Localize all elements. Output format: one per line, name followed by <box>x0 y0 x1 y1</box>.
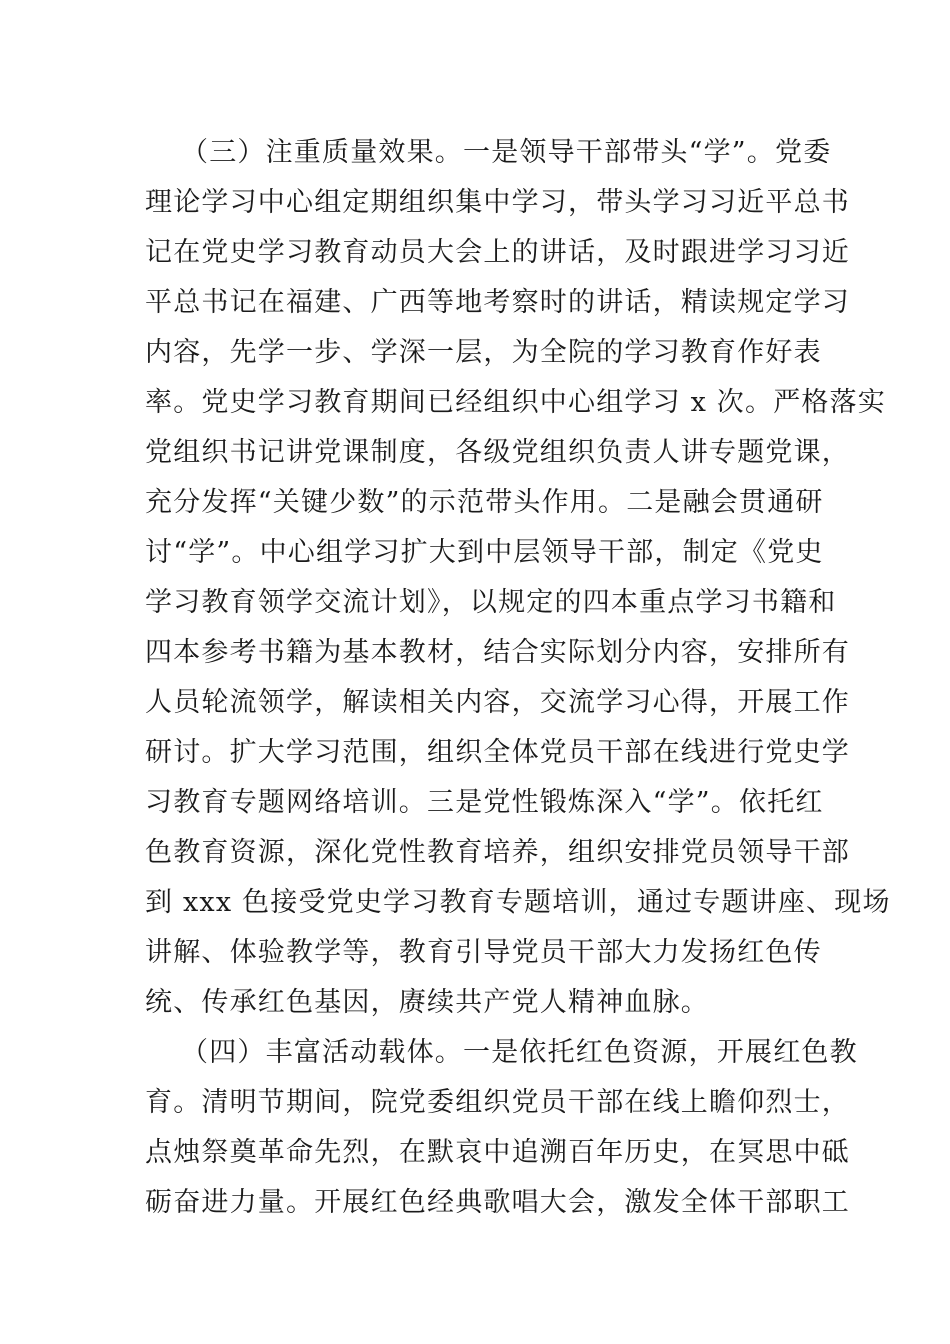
paragraph-line: 习教育专题网络培训。三是党性锻炼深入“学”。依托红 <box>145 787 824 818</box>
paragraph-line: 充分发挥“关键少数”的示范带头作用。二是融会贯通研 <box>145 487 824 518</box>
paragraph-line: 讲解、体验教学等，教育引导党员干部大力发扬红色传 <box>145 937 822 968</box>
paragraph-3 <box>145 128 891 1028</box>
paragraph-line: 记在党史学习教育动员大会上的讲话，及时跟进学习习近 <box>145 237 850 268</box>
paragraph-line: 理论学习中心组定期组织集中学习，带头学习习近平总书 <box>145 187 850 218</box>
paragraph-line: 内容，先学一步、学深一层，为全院的学习教育作好表 <box>145 337 822 368</box>
paragraph-line: 平总书记在福建、广西等地考察时的讲话，精读规定学习 <box>145 287 850 318</box>
paragraph-line: 率。党史学习教育期间已经组织中心组学习 x 次。严格落实 <box>145 387 886 418</box>
document-body <box>145 128 891 1228</box>
paragraph-line: 党组织书记讲党课制度，各级党组织负责人讲专题党课， <box>145 437 850 468</box>
paragraph-line: 色教育资源，深化党性教育培养，组织安排党员领导干部 <box>145 837 850 868</box>
paragraph-line: 人员轮流领学，解读相关内容，交流学习心得，开展工作 <box>145 687 850 718</box>
paragraph-line: 研讨。扩大学习范围，组织全体党员干部在线进行党史学 <box>145 737 850 768</box>
paragraph-line: 学习教育领学交流计划》，以规定的四本重点学习书籍和 <box>145 587 837 618</box>
paragraph-line: 到 xxx 色接受党史学习教育专题培训，通过专题讲座、现场 <box>145 887 891 918</box>
paragraph-line: 统、传承红色基因，赓续共产党人精神血脉。 <box>145 987 709 1018</box>
paragraph-line: 点烛祭奠革命先烈，在默哀中追溯百年历史，在冥思中砥 <box>145 1137 850 1168</box>
paragraph-line: 讨“学”。中心组学习扩大到中层领导干部，制定《党史 <box>145 537 824 568</box>
paragraph-line: （四）丰富活动载体。一是依托红色资源，开展红色教 <box>181 1037 858 1068</box>
paragraph-line: 砺奋进力量。开展红色经典歌唱大会，激发全体干部职工 <box>145 1187 850 1218</box>
paragraph-4 <box>145 1028 858 1228</box>
paragraph-line: 四本参考书籍为基本教材，结合实际划分内容，安排所有 <box>145 637 850 668</box>
paragraph-line: 育。清明节期间，院党委组织党员干部在线上瞻仰烈士， <box>145 1087 850 1118</box>
paragraph-line: （三）注重质量效果。一是领导干部带头“学”。党委 <box>181 137 832 168</box>
